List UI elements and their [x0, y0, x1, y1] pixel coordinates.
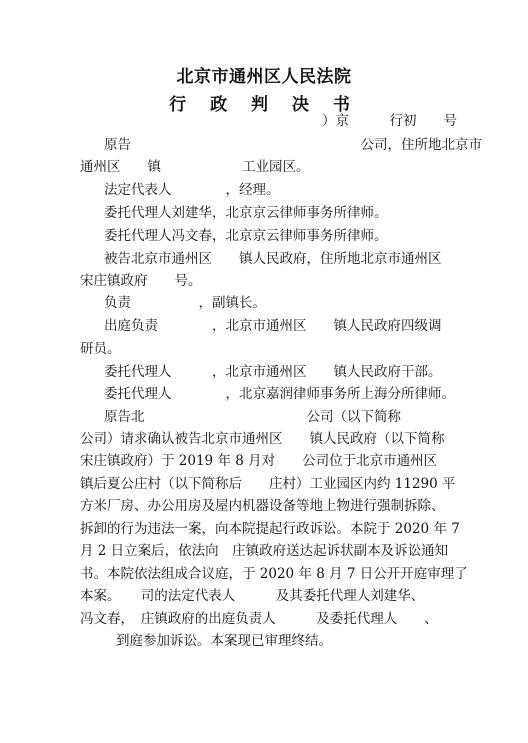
paragraph-line: 委托代理人刘建华，北京京云律师事务所律师。	[104, 205, 388, 221]
paragraph-line: 委托代理人冯文春，北京京云律师事务所律师。	[104, 228, 388, 244]
paragraph-line: 委托代理人 ，北京市通州区 镇人民政府干部。	[104, 364, 442, 380]
paragraph-line: 宋庄镇政府 号。	[80, 273, 202, 289]
paragraph-line: 拆卸的行为违法一案，向本院提起行政诉讼。本院于 2020 年 7	[80, 521, 460, 537]
court-name: 北京市通州区人民法院	[176, 67, 352, 87]
paragraph-line: 方米厂房、办公用房及屋内机器设备等地上物进行强制拆除、	[80, 498, 445, 514]
document-type-title: 行 政 判 决 书	[169, 95, 359, 115]
paragraph-line: 通州区 镇 工业园区。	[80, 159, 310, 175]
paragraph-line: 冯文春， 庄镇政府的出庭负责人 及委托代理人 、	[80, 611, 438, 627]
paragraph-line: 负责 ，副镇长。	[104, 295, 266, 311]
paragraph-line: 委托代理人 ，北京嘉润律师事务所上海分所律师。	[104, 386, 455, 402]
case-number: ）京 行初 号	[322, 113, 457, 129]
paragraph-line: 镇后夏公庄村（以下简称后 庄村）工业园区内约 11290 平	[80, 476, 456, 492]
paragraph-line: 被告北京市通州区 镇人民政府，住所地北京市通州区	[104, 251, 442, 267]
paragraph-line: 本案。 司的法定代表人 及其委托代理人刘建华、	[80, 588, 425, 604]
paragraph-line: 法定代表人 ，经理。	[104, 182, 280, 198]
paragraph-line: 研员。	[80, 341, 121, 357]
paragraph-line: 到庭参加诉讼。本案现已审理终结。	[116, 633, 332, 649]
paragraph-line: 宋庄镇政府）于 2019 年 8 月对 公司位于北京市通州区	[80, 453, 438, 469]
paragraph-line: 书。本院依法组成合议庭，于 2020 年 8 月 7 日公开开庭审理了	[80, 566, 468, 582]
paragraph-line: 原告 公司，住所地北京市	[104, 137, 482, 153]
paragraph-line: 月 2 日立案后，依法向 庄镇政府送达起诉状副本及诉讼通知	[80, 543, 449, 559]
paragraph-line: 公司）请求确认被告北京市通州区 镇人民政府（以下简称	[80, 431, 445, 447]
paragraph-line: 原告北 公司（以下简称	[104, 409, 401, 425]
paragraph-line: 出庭负责 ，北京市通州区 镇人民政府四级调	[104, 318, 442, 334]
